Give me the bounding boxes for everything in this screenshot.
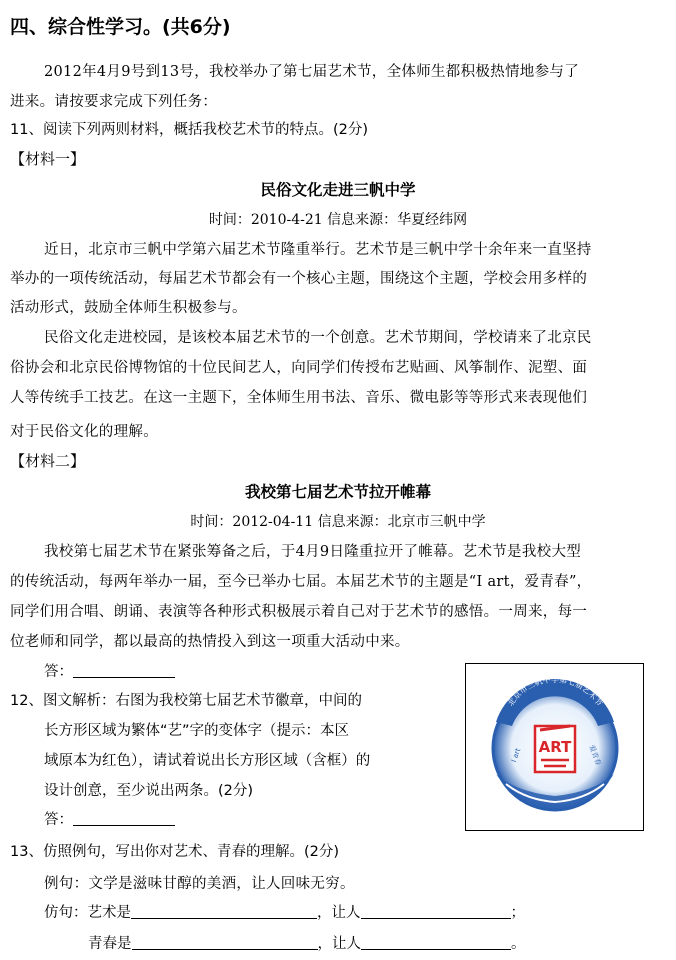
intro-line-1: 2012年4月9号到13号，我校举办了第七届艺术节，全体师生都积极热情地参与了: [44, 64, 579, 80]
material-1-line: 举办的一项传统活动，每届艺术节都会有一个核心主题，围绕这个主题，学校会用多样的: [10, 271, 588, 287]
badge-top-text: 北京市三帆中学第七届艺术节: [505, 674, 605, 708]
question-13: 13、仿照例句，写出你对艺术、青春的理解。(2分): [10, 844, 339, 860]
answer-12-blank[interactable]: [73, 811, 175, 826]
material-2-line: 的传统活动，每两年举办一届，至今已举办七届。本届艺术节的主题是“I art，爱青春”，: [10, 574, 592, 590]
material-2-meta: 时间：2012-04-11 信息来源：北京市三帆中学: [190, 514, 486, 530]
art-festival-badge: [466, 664, 643, 830]
youth-blank-2[interactable]: [361, 935, 511, 950]
question-12-line: 12、图文解析：右图为我校第七届艺术节徽章，中间的: [10, 693, 362, 709]
badge-frame: [465, 663, 644, 831]
art-blank-2[interactable]: [361, 904, 511, 919]
question-13-example: 例句：文学是滋味甘醇的美酒，让人回味无穷。: [44, 876, 355, 892]
question-12-line: 域原本为红色），请试着说出长方形区域（含框）的: [44, 753, 371, 769]
material-2-title: 我校第七届艺术节拉开帷幕: [244, 483, 431, 501]
question-12-line: 长方形区域为繁体“艺”字的变体字（提示：本区: [44, 723, 350, 739]
material-2-line: 同学们用合唱、朗诵、表演等各种形式积极展示着自己对于艺术节的感悟。一周来，每一: [10, 604, 588, 620]
material-1-line: 人等传统手工技艺。在这一主题下，全体师生用书法、音乐、微电影等等形式来表现他们: [10, 390, 588, 406]
material-1-label: 【材料一】: [10, 150, 86, 168]
imitate-youth-row: [88, 932, 526, 953]
period: 。: [511, 936, 526, 952]
art-prefix: 艺术是: [87, 905, 131, 921]
badge-center-text: ART: [538, 738, 572, 756]
question-12-line: 设计创意，至少说出两条。(2分): [44, 783, 254, 799]
youth-blank-1[interactable]: [132, 935, 318, 950]
material-2-line: 位老师和同学，都以最高的热情投入到这一项重大活动中来。: [10, 634, 410, 650]
answer-label: 答：: [44, 812, 73, 828]
answer-12: [44, 808, 175, 829]
let-word: ，让人: [317, 905, 361, 921]
imitate-label: 仿句：: [44, 905, 88, 921]
art-blank-1[interactable]: [131, 904, 317, 919]
material-1-meta: 时间：2010-4-21 信息来源：华夏经纬网: [208, 212, 468, 228]
intro-line-2: 进来。请按要求完成下列任务：: [10, 94, 218, 110]
material-1-line: 俗协会和北京民俗博物馆的十位民间艺人，向同学们传授布艺贴画、风筝制作、泥塑、面: [10, 360, 588, 376]
material-2-label: 【材料二】: [10, 452, 86, 470]
material-2-line: 我校第七届艺术节在紧张筹备之后，于4月9日隆重拉开了帷幕。艺术节是我校大型: [44, 544, 582, 560]
section-title: 四、综合性学习。(共6分): [10, 16, 231, 38]
material-1-line: 近日，北京市三帆中学第六届艺术节隆重举行。艺术节是三帆中学十余年来一直坚持: [44, 242, 592, 258]
answer-label: 答：: [44, 664, 73, 680]
let-word: ，让人: [317, 936, 361, 952]
badge-left-text: I art: [509, 747, 523, 764]
answer-11: [44, 660, 175, 681]
question-11: 11、阅读下列两则材料，概括我校艺术节的特点。(2分): [10, 122, 368, 138]
material-1-title: 民俗文化走进三帆中学: [260, 181, 416, 199]
material-1-line: 对于民俗文化的理解。: [10, 424, 158, 440]
semicolon: ；: [510, 905, 525, 921]
youth-prefix: 青春是: [88, 936, 132, 952]
imitate-art-row: [44, 901, 525, 922]
badge-right-text: 爱青春: [587, 744, 603, 767]
material-1-line: 活动形式，鼓励全体师生积极参与。: [10, 300, 247, 316]
material-1-line: 民俗文化走进校园，是该校本届艺术节的一个创意。艺术节期间，学校请来了北京民: [44, 330, 592, 346]
answer-11-blank[interactable]: [73, 663, 175, 678]
